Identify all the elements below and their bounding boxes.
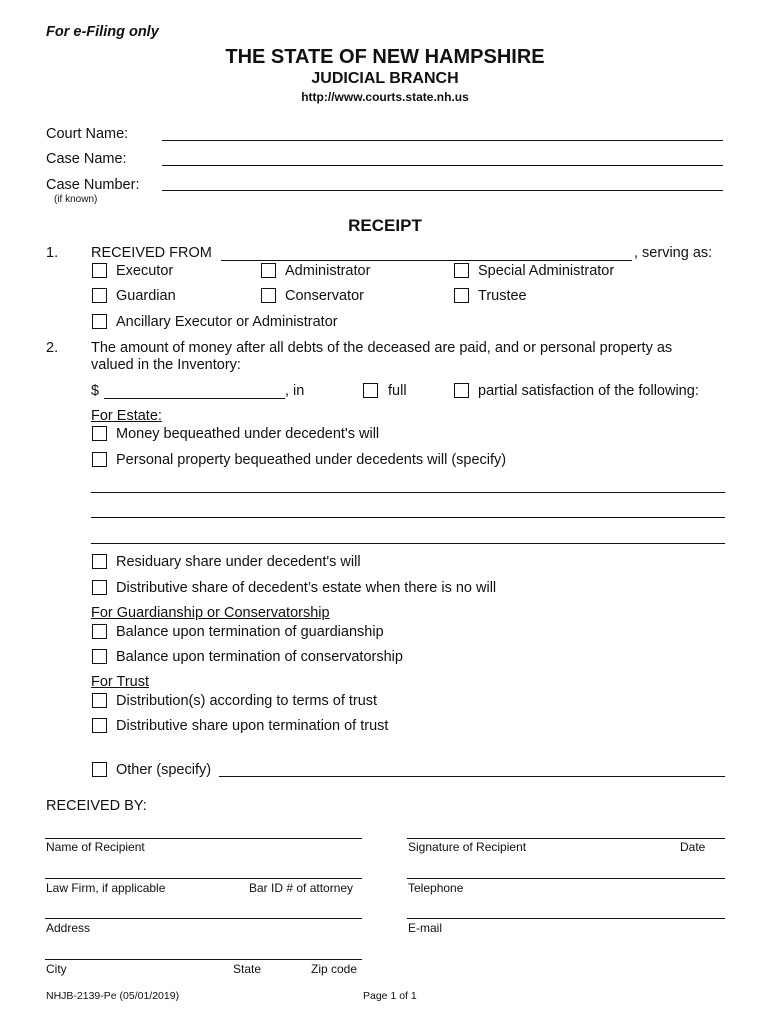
name-of-recipient-label: Name of Recipient <box>46 840 145 854</box>
signature-label: Signature of Recipient <box>408 840 527 854</box>
specify-line-1[interactable] <box>91 492 725 493</box>
other-specify-field[interactable] <box>219 776 725 777</box>
case-number-label: Case Number: <box>46 177 140 193</box>
form-id: NHJB-2139-Pe (05/01/2019) <box>46 990 180 1002</box>
dollar-sign: $ <box>91 383 100 399</box>
balance-conservatorship-checkbox[interactable] <box>92 649 107 664</box>
city-label: City <box>46 962 67 976</box>
received-from-label: RECEIVED FROM <box>91 245 212 261</box>
special-administrator-label: Special Administrator <box>478 263 615 279</box>
if-known-note: (if known) <box>54 194 98 205</box>
distributions-trust-label: Distribution(s) according to terms of trust <box>116 693 378 709</box>
for-trust-heading: For Trust <box>91 674 150 690</box>
specify-line-2[interactable] <box>91 517 725 518</box>
executor-checkbox[interactable] <box>92 263 107 278</box>
telephone-field[interactable] <box>407 878 725 879</box>
guardian-checkbox[interactable] <box>92 288 107 303</box>
zip-label: Zip code <box>311 962 358 976</box>
personal-property-checkbox[interactable] <box>92 452 107 467</box>
section-2-number: 2. <box>46 340 59 356</box>
receipt-title: RECEIPT <box>348 216 422 235</box>
administrator-label: Administrator <box>285 263 371 279</box>
other-label: Other (specify) <box>116 762 212 778</box>
case-name-field[interactable] <box>162 165 723 166</box>
court-name-field[interactable] <box>162 140 723 141</box>
telephone-label: Telephone <box>408 881 464 895</box>
balance-conservatorship-label: Balance upon termination of conservatorship <box>116 649 403 665</box>
money-bequeathed-label: Money bequeathed under decedent's will <box>116 426 380 442</box>
residuary-checkbox[interactable] <box>92 554 107 569</box>
money-bequeathed-checkbox[interactable] <box>92 426 107 441</box>
address-label: Address <box>46 921 91 935</box>
law-firm-field[interactable] <box>45 878 362 879</box>
date-label: Date <box>680 840 706 854</box>
efiling-notice: For e-Filing only <box>46 24 159 40</box>
serving-as-label: , serving as: <box>634 245 713 261</box>
full-checkbox[interactable] <box>363 383 378 398</box>
address-field[interactable] <box>45 918 362 919</box>
amount-text-line1: The amount of money after all debts of the deceased are paid, and or personal property as <box>91 340 673 356</box>
partial-checkbox[interactable] <box>454 383 469 398</box>
section-1-number: 1. <box>46 245 59 261</box>
branch-title: JUDICIAL BRANCH <box>311 70 459 87</box>
balance-guardianship-label: Balance upon termination of guardianship <box>116 624 384 640</box>
for-estate-heading: For Estate: <box>91 408 162 424</box>
ancillary-label: Ancillary Executor or Administrator <box>116 314 338 330</box>
conservator-label: Conservator <box>285 288 364 304</box>
court-name-label: Court Name: <box>46 126 129 142</box>
full-label: full <box>388 383 407 399</box>
signature-field[interactable] <box>407 838 725 839</box>
executor-label: Executor <box>116 263 174 279</box>
distributive-trust-label: Distributive share upon termination of trust <box>116 718 389 734</box>
special-administrator-checkbox[interactable] <box>454 263 469 278</box>
specify-line-3[interactable] <box>91 543 725 544</box>
page-number: Page 1 of 1 <box>363 990 417 1002</box>
name-of-recipient-field[interactable] <box>45 838 362 839</box>
distributive-no-will-checkbox[interactable] <box>92 580 107 595</box>
state-label: State <box>233 962 262 976</box>
balance-guardianship-checkbox[interactable] <box>92 624 107 639</box>
distributive-no-will-label: Distributive share of decedent’s estate when there is no will <box>116 580 497 596</box>
email-field[interactable] <box>407 918 725 919</box>
amount-field[interactable] <box>104 398 285 399</box>
court-url[interactable]: http://www.courts.state.nh.us <box>301 90 469 104</box>
guardian-label: Guardian <box>116 288 176 304</box>
received-from-field[interactable] <box>221 260 632 261</box>
law-firm-label: Law Firm, if applicable <box>46 881 166 895</box>
other-checkbox[interactable] <box>92 762 107 777</box>
city-state-zip-field[interactable] <box>45 959 362 960</box>
case-number-field[interactable] <box>162 190 723 191</box>
email-label: E-mail <box>408 921 443 935</box>
personal-property-label: Personal property bequeathed under decedents will (specify) <box>116 452 507 468</box>
trustee-checkbox[interactable] <box>454 288 469 303</box>
received-by-heading: RECEIVED BY: <box>46 798 147 814</box>
trustee-label: Trustee <box>478 288 527 304</box>
residuary-label: Residuary share under decedent's will <box>116 554 361 570</box>
in-label: , in <box>285 383 305 399</box>
case-name-label: Case Name: <box>46 151 127 167</box>
amount-text-line2: valued in the Inventory: <box>91 357 241 373</box>
bar-id-label: Bar ID # of attorney <box>249 881 354 895</box>
distributions-trust-checkbox[interactable] <box>92 693 107 708</box>
for-guardianship-heading: For Guardianship or Conservatorship <box>91 605 330 621</box>
conservator-checkbox[interactable] <box>261 288 276 303</box>
ancillary-checkbox[interactable] <box>92 314 107 329</box>
partial-label: partial satisfaction of the following: <box>478 383 699 399</box>
distributive-trust-checkbox[interactable] <box>92 718 107 733</box>
administrator-checkbox[interactable] <box>261 263 276 278</box>
state-title: THE STATE OF NEW HAMPSHIRE <box>225 46 545 68</box>
